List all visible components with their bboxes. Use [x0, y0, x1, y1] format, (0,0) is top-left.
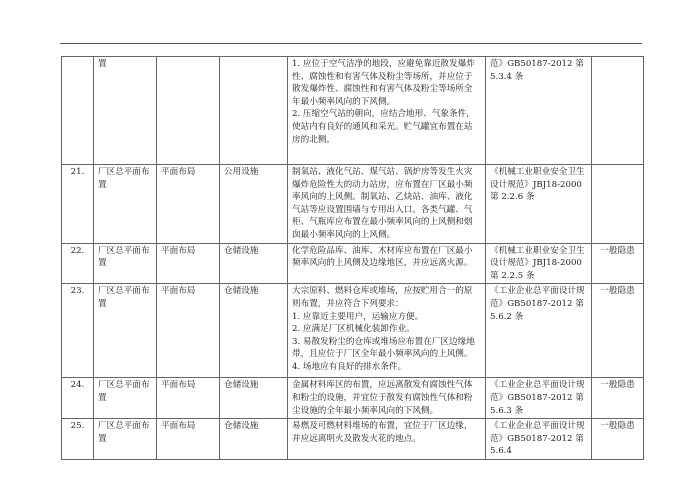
row-number-cell: 23.	[62, 284, 94, 378]
hazard-grade-cell	[592, 165, 644, 244]
header-rule	[60, 43, 642, 44]
standard-cell: 《机械工业职业安全卫生设计规范》JBJ18-2000 第 2.2.5 条	[486, 243, 592, 284]
item-cell: 厂区总平面布置	[94, 165, 157, 244]
category-cell: 公用设施	[220, 165, 288, 244]
table-row	[62, 284, 644, 378]
sub-item-cell: 平面布局	[157, 284, 220, 378]
table-row	[62, 419, 644, 460]
requirement-cell	[288, 57, 486, 165]
standard-cell: 范》GB50187-2012 第 5.3.4 条	[486, 57, 592, 165]
requirement-cell	[288, 243, 486, 284]
requirement-line: 3. 易散发粉尘的仓库或堆场应布置在厂区边缘地带，且应位于厂区全年最小频率风向的上风侧。	[292, 336, 475, 360]
standard-cell: 《工业企业总平面设计规范》GB50187-2012 第 5.6.3 条	[486, 378, 592, 419]
table-row	[62, 378, 644, 419]
requirement-line: 2. 应满足厂区机械化装卸作业。	[292, 324, 415, 335]
standard-cell: 《工业企业总平面设计规范》GB50187-2012 第 5.6.2 条	[486, 284, 592, 378]
item-cell: 厂区总平面布置	[94, 378, 157, 419]
item-cell: 厂区总平面布置	[94, 284, 157, 378]
requirement-cell	[288, 165, 486, 244]
item-cell: 置	[94, 57, 157, 165]
standard-cell: 《机械工业职业安全卫生设计规范》JBJ18-2000 第 2.2.6 条	[486, 165, 592, 244]
category-cell: 仓储设施	[220, 243, 288, 284]
category-cell: 仓储设施	[220, 378, 288, 419]
hazard-checklist-table	[61, 56, 644, 460]
hazard-grade-cell	[592, 57, 644, 165]
sub-item-cell: 平面布局	[157, 243, 220, 284]
row-number-cell: 21.	[62, 165, 94, 244]
table-body	[62, 57, 644, 460]
requirement-line: 化学危险品库、油库、木材库应布置在厂区最小频率风向的上风侧及边缘地区，并应远离火源。	[292, 245, 473, 269]
hazard-grade-cell: 一般隐患	[592, 284, 644, 378]
requirement-cell	[288, 378, 486, 419]
item-cell: 厂区总平面布置	[94, 243, 157, 284]
standard-cell: 《工业企业总平面设计规范》GB50187-2012 第 5.6.4	[486, 419, 592, 460]
row-number-cell	[62, 57, 94, 165]
hazard-grade-cell: 一般隐患	[592, 419, 644, 460]
category-cell: 仓储设施	[220, 419, 288, 460]
requirement-line: 大宗原料、燃料仓库或堆场，应按贮用合一的原则布置，并应符合下列要求：	[292, 286, 473, 309]
requirement-line: 制氧站、液化气站、煤气站、锅炉房等发生火灾爆炸危险性大的动力站房，应布置在厂区最小频率风向的上风侧。制氧站、乙炔站、油库、液化气站等应设置围墙与专用出入口。各类气罐、气柜、气瓶库应布置在最小频率风向的上风侧和烟囱最小频率风向的上风侧。	[292, 167, 473, 240]
requirement-line: 金属材料库区的布置，应远离散发有腐蚀性气体和粉尘的设施，并宜位于散发有腐蚀性气体和粉尘设施的全年最小频率风向的下风侧。	[292, 380, 473, 416]
requirement-cell	[288, 419, 486, 460]
row-number-cell: 24.	[62, 378, 94, 419]
requirement-line: 1. 应位于空气洁净的地段，应避免靠近散发爆炸性、腐蚀性和有害气体及粉尘等场所，并应位于散发爆炸性、腐蚀性和有害气体及粉尘等场所全年最小频率风向的下风侧。	[292, 59, 475, 107]
hazard-grade-cell: 一般隐患	[592, 378, 644, 419]
requirement-cell	[288, 284, 486, 378]
table-row	[62, 243, 644, 284]
requirement-line: 4. 场地应有良好的排水条件。	[292, 361, 407, 372]
table-row	[62, 57, 644, 165]
sub-item-cell	[157, 57, 220, 165]
row-number-cell: 25.	[62, 419, 94, 460]
sub-item-cell: 平面布局	[157, 165, 220, 244]
category-cell	[220, 57, 288, 165]
hazard-grade-cell: 一般隐患	[592, 243, 644, 284]
requirement-line: 易燃及可燃材料堆场的布置，宜位于厂区边缘，并应远离明火及散发火花的地点。	[292, 421, 473, 444]
row-number-cell: 22.	[62, 243, 94, 284]
requirement-line: 1. 应靠近主要用户，运输应方便。	[292, 311, 424, 322]
requirement-line: 2. 压缩空气站的朝向，应结合地形、气象条件，使站内有良好的通风和采光。贮气罐宜布置在站房的北侧。	[292, 109, 475, 145]
table-row	[62, 165, 644, 244]
sub-item-cell: 平面布局	[157, 419, 220, 460]
item-cell: 厂区总平面布置	[94, 419, 157, 460]
sub-item-cell: 平面布局	[157, 378, 220, 419]
category-cell: 仓储设施	[220, 284, 288, 378]
